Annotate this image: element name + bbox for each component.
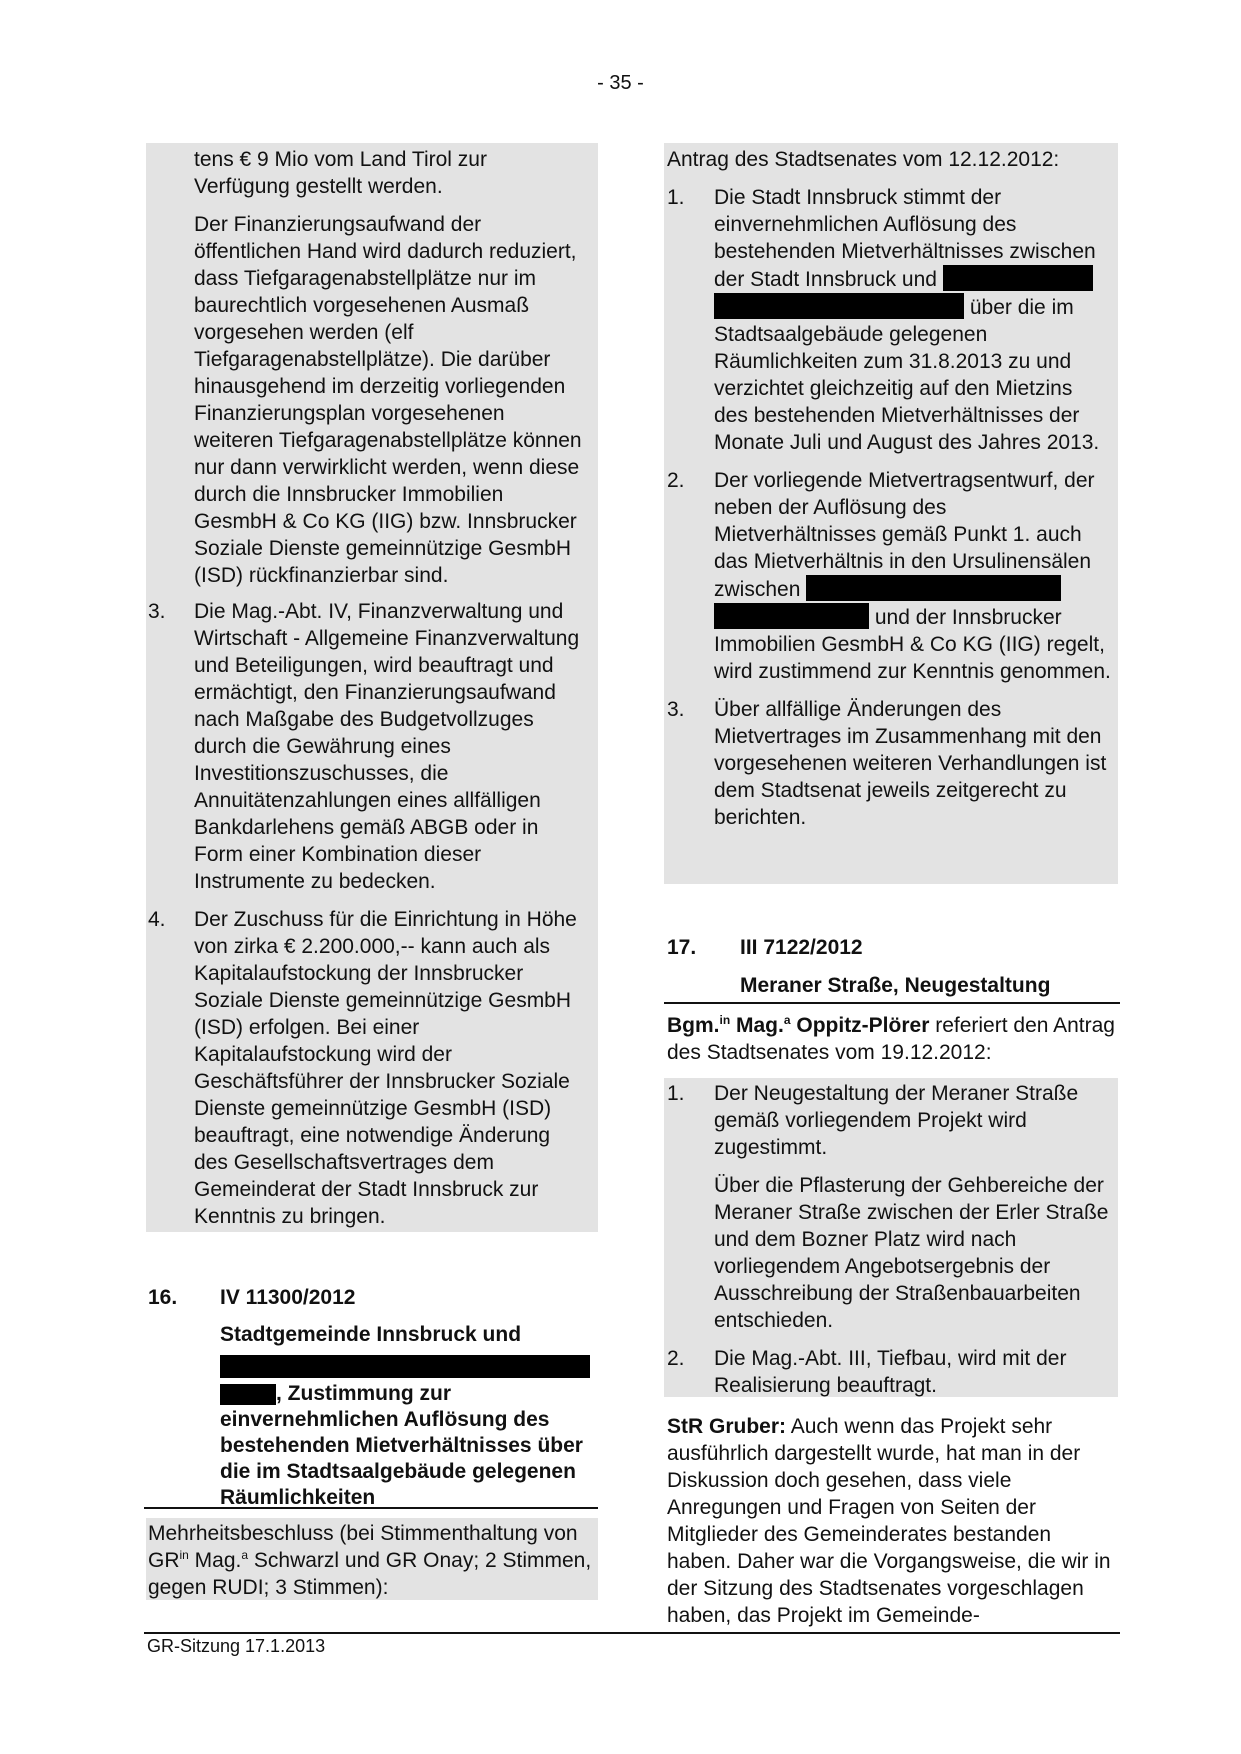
redaction-bar-1 [220,1355,590,1378]
speaker-text: referiert den Antrag des Stadtsenates vom 19.12.2012: [667,1014,1115,1064]
list-item-4 [146,906,598,1230]
list-item-3 [664,696,1118,831]
footer-divider [144,1632,1120,1634]
section-title-text: , Zustimmung zur einvernehmlichen Auflösung des bestehenden Mietverhältnisses über die im Stadtsaalgebäude gelegenen Räumlichkeiten [220,1382,583,1509]
item-text-2: Über die Pflasterung der Gehbereiche der Meraner Straße zwischen der Erler Straße und dem Bozner Platz wird nach vorliegendem Angebotsergebnis der Ausschreibung der Straßenbauarbeiten entschieden. [714,1174,1109,1332]
speaker-text: Auch wenn das Projekt sehr ausführlich dargestellt wurde, hat man in der Diskussion doch gesehen, dass viele Anregungen und Fragen von Seiten der Mitglieder des Gemeinderates bestanden haben. Daher war die Vorgangsweise, die wir in der Sitzung des Stadtsenates vorgeschlagen haben, das Projekt im Gemeinde- [667,1415,1111,1627]
section-reference: III 7122/2012 [740,936,863,959]
speaker-name-c: Oppitz-Plörer [790,1014,930,1037]
list-item-2 [664,467,1118,685]
cont-paragraph-2: Der Finanzierungsaufwand der öffentlichen Hand wird dadurch reduziert, dass Tiefgaragenabstellplätze nur im baurechtlich vorgesehenen Ausmaß vorgesehen werden (elf Tiefgaragenabstellplätze). Die darüber hinausgehend im derzeitig vorliegenden Finanzierungsplan vorgesehenen weiteren Tiefgaragenabstellplätze können nur dann verwirklicht werden, wenn diese durch die Innsbrucker Immobilien GesmbH & Co KG (IIG) bzw. Innsbrucker Soziale Dienste gemeinnützige GesmbH (ISD) rückfinanzierbar sind. [194,213,582,587]
list-item-2 [664,1345,1118,1399]
redaction-bar [714,293,964,319]
item-text-b: und der Innsbrucker Immobilien GesmbH & Co KG (IIG) regelt, wird zustimmend zur Kenntnis genommen. [714,606,1111,683]
list-item-3 [146,598,598,895]
decision-sup-2: a [241,1548,249,1562]
redaction-bar [943,265,1093,291]
cont-paragraph-1: tens € 9 Mio vom Land Tirol zur Verfügung gestellt werden. [194,148,487,198]
item-text [714,467,1112,685]
list-item-1 [664,184,1118,456]
item-number: 2. [667,1347,685,1370]
item-text: Die Mag.-Abt. III, Tiefbau, wird mit der Realisierung beauftragt. [714,1347,1067,1397]
speaker-name-b: Mag. [730,1014,784,1037]
right-shaded-block [664,143,1118,884]
section-number: 17. [667,936,697,959]
speaker-2-paragraph [664,1413,1119,1629]
right-shaded-block-2 [664,1078,1118,1397]
item-number: 1. [667,1082,685,1105]
speaker-sup-1: in [719,1013,731,1027]
section-title [146,1322,598,1511]
item-number: 3. [667,698,685,721]
item-text-b: über die im Stadtsaalgebäude gelegenen Räumlichkeiten zum 31.8.2013 zu und verzichtet gleichzeitig auf den Mietzins des bestehenden Mietverhältnisses der Monate Juli und August des Jahres 2013. [714,296,1100,454]
footer-text: GR-Sitzung 17.1.2013 [147,1636,326,1656]
item-text: Über allfällige Änderungen des Mietvertrages im Zusammenhang mit den vorgesehenen weiteren Verhandlungen ist dem Stadtsenat jeweils zeitgerecht zu berichten. [714,698,1107,829]
item-text: Der Neugestaltung der Meraner Straße gemäß vorliegendem Projekt wird zugestimmt. [714,1082,1079,1159]
item-text: Die Mag.-Abt. IV, Finanzverwaltung und Wirtschaft - Allgemeine Finanzverwaltung und Beteiligungen, wird beauftragt und ermächtigt, den Finanzierungsaufwand nach Maßgabe des Budgetvollzuges durch die Gewährung eines Investitionszuschusses, die Annuitätenzahlungen eines allfälligen Bankdarlehens gemäß ABGB oder in Form einer Kombination dieser Instrumente zu bedecken. [194,600,580,893]
item-text-a: Der vorliegende Mietvertragsentwurf, der neben der Auflösung des Mietverhältnisses gemäß Punkt 1. auch das Mietverhältnis in den Ursulinensälen zwischen [714,469,1095,601]
item-text [714,184,1112,456]
page-number: - 35 - [597,72,644,94]
section-number: 16. [148,1286,178,1309]
decision-text-b: Mag. [188,1549,242,1572]
decision-sup-1: in [179,1548,189,1562]
item-number: 4. [148,908,166,931]
list-item-1 [664,1080,1118,1334]
item-text: Der Zuschuss für die Einrichtung in Höhe von zirka € 2.200.000,-- kann auch als Kapitalaufstockung der Innsbrucker Soziale Dienste gemeinnützige GesmbH (ISD) erfolgen. Bei einer Kapitalaufstockung wird der Geschäftsführer der Innsbrucker Soziale Dienste gemeinnützige GesmbH (ISD) beauftragt, eine notwendige Änderung des Gesellschaftsvertrages dem Gemeinderat der Stadt Innsbruck zur Kenntnis zu bringen. [194,908,577,1228]
section-17-heading [664,934,1118,999]
item-text-a: Die Stadt Innsbruck stimmt der einvernehmlichen Auflösung des bestehenden Mietverhältnisses zwischen der Stadt Innsbruck und [714,186,1096,291]
speaker-name-a: Bgm. [667,1014,720,1037]
item-number: 2. [667,469,685,492]
item-number: 3. [148,600,166,623]
section-reference: IV 11300/2012 [220,1286,356,1309]
section-16-divider [144,1507,598,1509]
redaction-bar-2 [220,1384,276,1405]
decision-text-a: Mehrheitsbeschluss (bei Stimmenthaltung von GR [148,1522,578,1572]
continuation-text [146,143,598,589]
speaker-1-paragraph [664,1012,1119,1066]
section-title: Meraner Straße, Neugestaltung [740,974,1051,997]
section-17-divider [664,1002,1120,1004]
decision-block [146,1518,598,1600]
section-title-line-1: Stadtgemeinde Innsbruck und [220,1323,522,1346]
left-shaded-block [146,143,598,1232]
section-16-heading [146,1284,598,1511]
speaker-name: StR Gruber: [667,1415,787,1438]
section-title-rest [220,1381,598,1511]
redaction-bar [714,603,869,629]
redaction-bar [806,575,1061,601]
decision-text-c: Schwarzl und GR Onay; 2 Stimmen, gegen RUDI; 3 Stimmen): [148,1549,592,1599]
speaker-sup-2: a [783,1013,791,1027]
antrag-heading: Antrag des Stadtsenates vom 12.12.2012: [667,148,1060,171]
item-number: 1. [667,186,685,209]
